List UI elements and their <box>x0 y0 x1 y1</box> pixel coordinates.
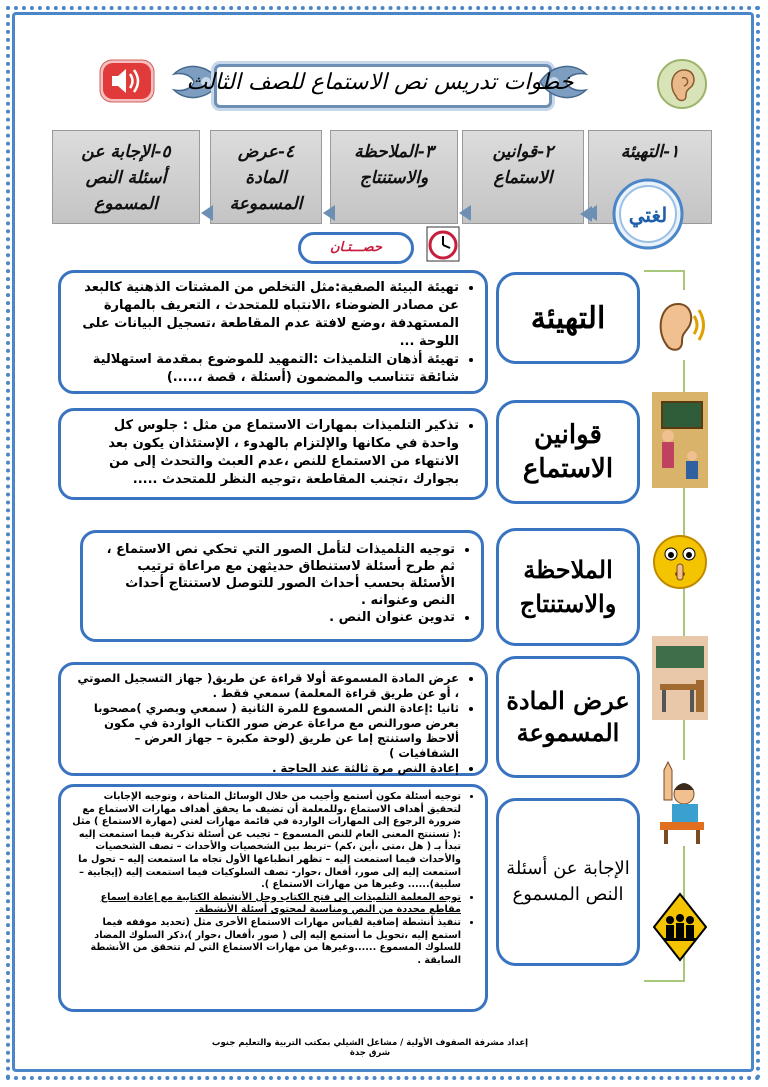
section-1-text-box <box>58 270 488 394</box>
section-5-bullet-1: • توجيه أسئلة مكون أستمع وأجيب من خلال الوسائل المتاحة ، وتوجيه الإجابات لتحقيق أهداف الاستماع ،وللمعلمة أن تضيف ما يحقق أهداف مهارات الاستماع مع ضرورة الرجوع إلى المهارات الواردة في قائمة مهارات لغتي (مهارة الاستماع ) مثل :( تستنتج المعنى العام للنص المسموع – تجيب عن أسئلة تذكرية فيما استمعت إليه تبدأ بـ ( هل ،متى ،أين ،كم) –تربط بين الشخصيات والأحداث – تصف الشخصيات والأحداث فيما استمعت إليه – تظهر انطباعها الأول تجاه ما استمعت إليه – تحول ما استمعت إليه إلى صور، أفعال ،حوار- تصف السلوكيات فيما استمعت إليه (إيجابية –سلبية)...... وغيرها من مهارات الاستماع ). <box>71 791 461 892</box>
footer-credit: إعداد مشرفة الصفوف الأولية / مشاعل الشيلي بمكتب التربية والتعليم جنوب شرق جدة <box>211 1038 529 1058</box>
quiet-smiley-picture <box>652 528 708 598</box>
step-4 <box>210 130 322 224</box>
listening-ear-picture <box>652 290 708 360</box>
section-2-label-box <box>496 400 640 504</box>
section-3-bullet-2: • تدوين عنوان النص . <box>95 609 455 626</box>
step-3-arrow-icon <box>459 205 471 221</box>
section-4-bullet-2: • ثانيا :إعادة النص المسموع للمرة الثانية ( سمعي وبصري )مصحوبا بعرض صورالنص مع مراعاة عرض صور الكتاب الواردة في مكون ألاحظ واستنتج إما عن طريق (لوحة مكبرة – جهاز العرض – الشفافيات ) <box>73 701 459 761</box>
section-1-bullet-1: • تهيئة البيئة الصفية:مثل التخلص من المشتات الذهنية كالبعد عن مصادر الضوضاء ،الانتباه للمتحدث ، التعريف بالمهارة المستهدفة ،وضع لافتة عدم المقاطعة ،تسجيل البيانات على اللوحة ... <box>73 279 459 351</box>
step-5-arrow-icon <box>201 205 213 221</box>
section-4-text-box <box>58 662 488 776</box>
section-5-bullet-3: • تنفيذ أنشطة إضافية لقياس مهارات الاستماع الأخرى مثل (تحديد موقفه فيما استمع إليه ،تحويل ما أستمع إليه إلى ( صور ،أفعال ،حوار )،ذكر السلوك المضاد للسلوك المسموع ......وغيرها من مهارات الاستماع التي لم تتحقق من الأنشطة السابقة . <box>71 917 461 967</box>
clock-icon <box>426 226 460 262</box>
section-4-bullet-1: • عرض المادة المسموعة أولا قراءة عن طريق( جهاز التسجيل الصوتي ، أو عن طريق قراءة المعلمة) سمعي فقط . <box>73 671 459 701</box>
step-2 <box>462 130 584 224</box>
section-1-label-box <box>496 272 640 364</box>
section-4-label-box <box>496 656 640 778</box>
step-3-label: ٣-الملاحظة والاستنتاج <box>354 142 434 188</box>
section-1-bullet-2: • تهيئة أذهان التلميذات :التمهيد للموضوع بمقدمة استهلالية شائقة تتناسب والمضمون (أسئلة ، قصة ،.....) <box>73 351 459 387</box>
step-3 <box>330 130 458 224</box>
step-1-label: ١-التهيئة <box>620 142 680 162</box>
step-2-label: ٢-قوانين الاستماع <box>492 142 554 188</box>
section-1-label: التهيئة <box>530 300 606 336</box>
group-of-students-picture <box>652 892 708 962</box>
section-4-label: عرض المادة المسموعة <box>506 686 630 747</box>
section-4-bullet-3: • إعادة النص مرة ثالثة عند الحاجة . <box>73 761 459 776</box>
step-4-arrow-icon <box>323 205 335 221</box>
school-desk-picture <box>652 636 708 720</box>
student-raising-hand-picture <box>652 760 708 846</box>
section-3-label-box <box>496 528 640 646</box>
step-5-label: ٥-الإجابة عن أسئلة النص المسموع <box>81 142 171 214</box>
step-1-arrow-icon <box>580 206 592 222</box>
page-title: خطوات تدريس نص الاستماع للصف الثالث <box>186 70 574 95</box>
section-5-bullet-2: • توجه المعلمة التلميذات إلى فتح الكتاب وحل الأنشطة الكتابية مع إعادة إسماع مقاطع محددة من النص ومناسبة لمحتوى أسئلة الأنشطة. <box>71 892 461 917</box>
duration-badge: حصـــتـان <box>298 232 414 264</box>
lughati-logo <box>612 178 684 250</box>
section-3-bullet-1: • توجيه التلميذات لتأمل الصور التي تحكي نص الاستماع ، ثم طرح أسئلة لاستنطاق حديثهن مع مراعاة ترتيب الأسئلة بحسب أحداث الصور للتوصل لاستنتاج أحداث النص وعنوانه . <box>95 541 455 609</box>
step-4-label: ٤-عرض المادة المسموعة <box>229 142 303 214</box>
section-2-text-box <box>58 408 488 500</box>
section-2-label: قوانين الاستماع <box>522 420 614 484</box>
speaker-icon <box>98 58 156 104</box>
section-3-text-box <box>80 530 484 642</box>
classroom-teacher-picture <box>652 392 708 488</box>
step-5 <box>52 130 200 224</box>
section-2-bullet-1: • تذكير التلميذات بمهارات الاستماع من مثل : جلوس كل واحدة في مكانها والإلتزام بالهدوء ، الإستئذان يكون بعد الانتهاء من الاستماع للنص ،عدم العبث والتحدث إلى من بجوارك ،تجنب المقاطعة ،توجيه النظر للمتحدث ..... <box>73 417 459 489</box>
section-5-label: الإجابة عن أسئلة النص المسموع <box>506 858 630 905</box>
section-5-text-box <box>58 784 488 1012</box>
logo-text: لغتي <box>628 203 668 227</box>
ear-icon <box>654 58 710 110</box>
section-5-label-box <box>496 798 640 966</box>
section-3-label: الملاحظة والاستنتاج <box>519 555 617 618</box>
picture-column-frame <box>644 270 685 982</box>
title-banner <box>170 58 590 110</box>
